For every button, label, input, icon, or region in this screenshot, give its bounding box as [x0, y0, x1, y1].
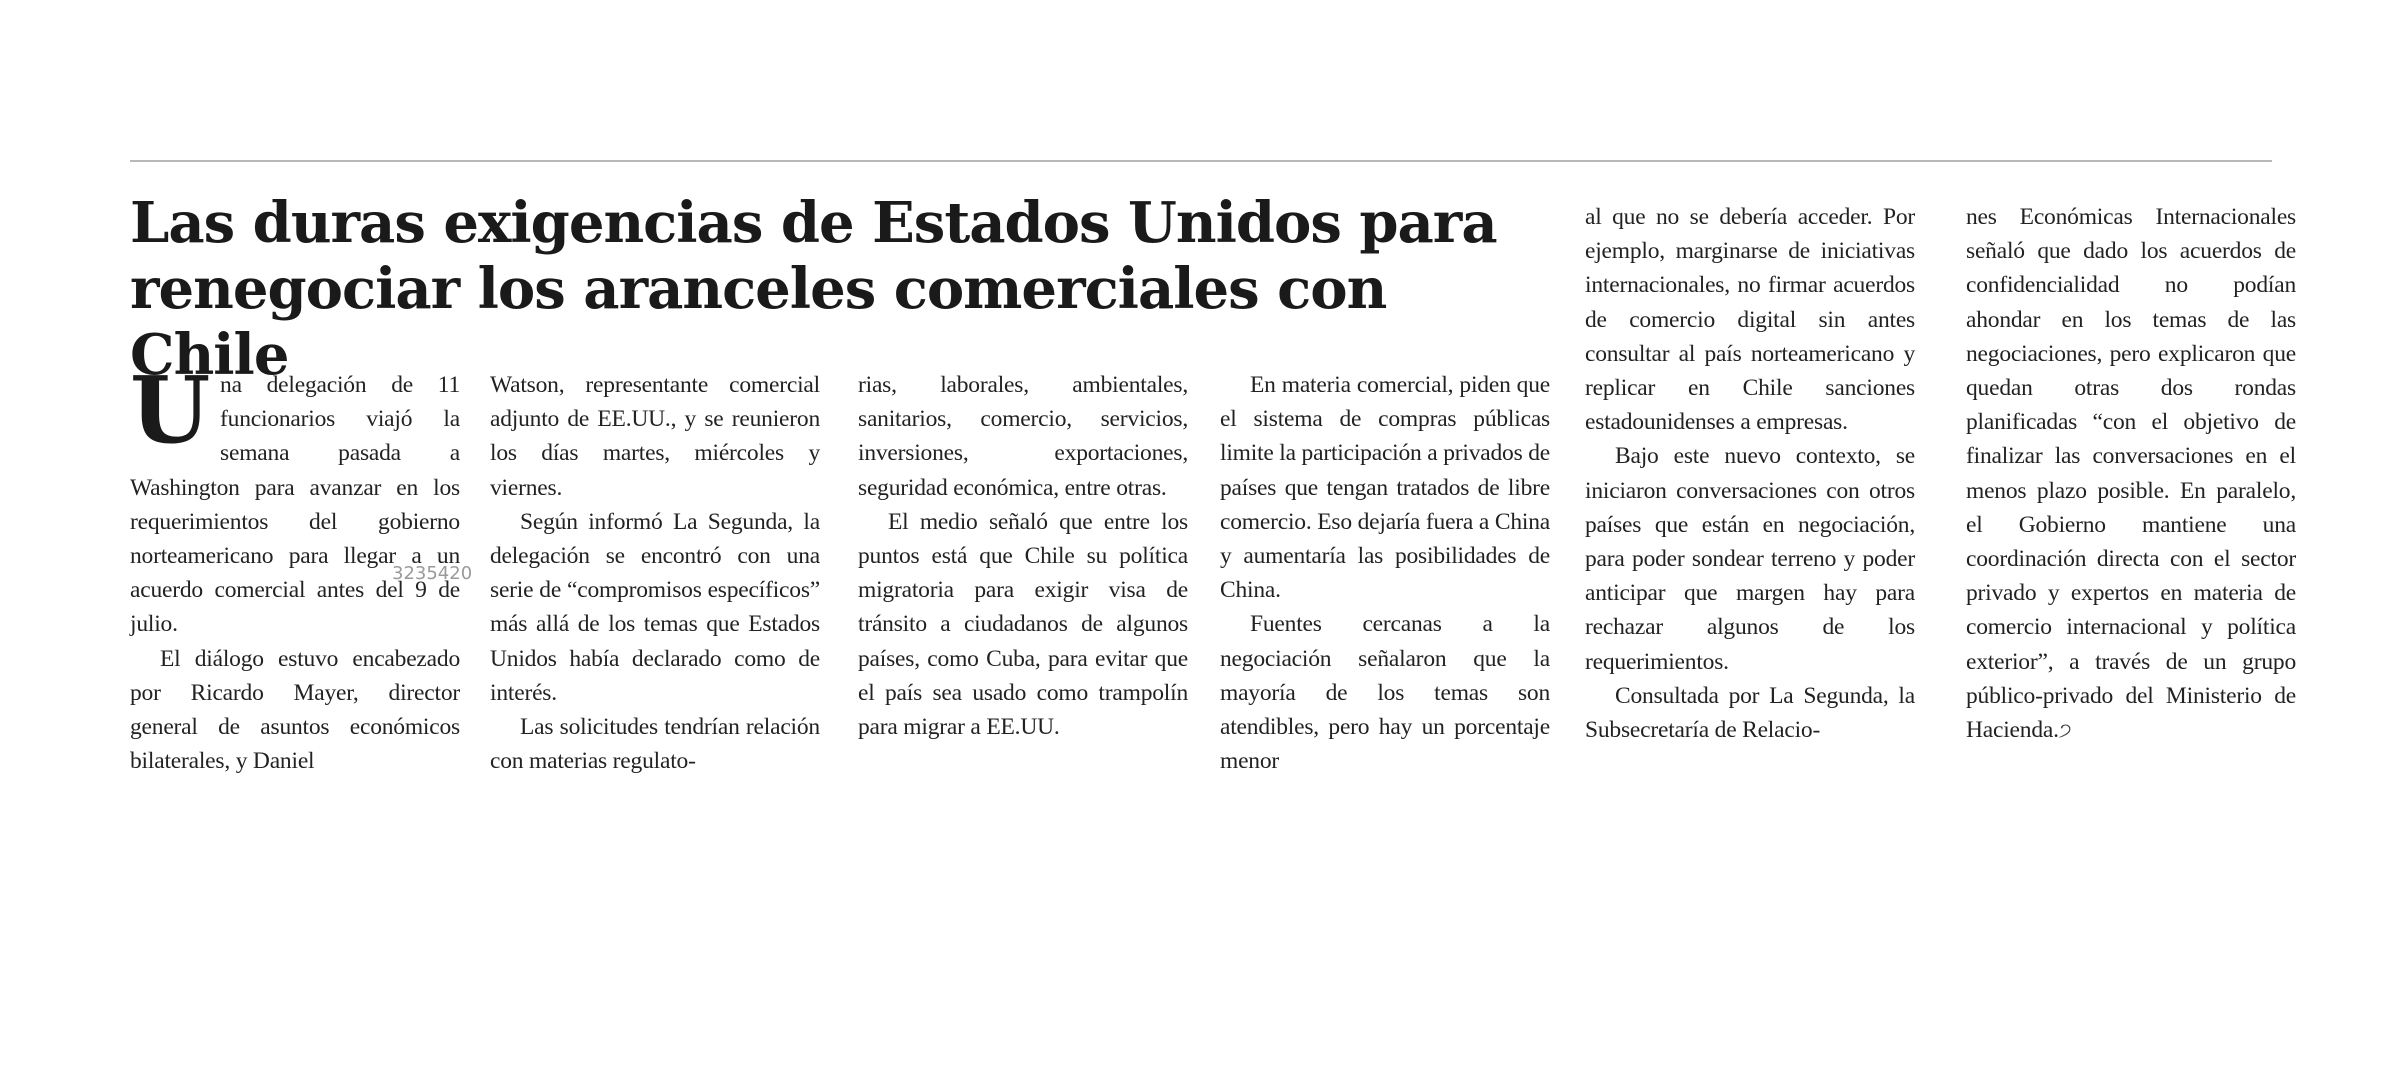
paragraph	[130, 356, 460, 642]
paragraph: rias, laborales, ambientales, sanitarios, comercio, servicios, inversiones, exportaciones, seguridad económica, entre otras.	[858, 372, 1188, 501]
top-rule	[130, 160, 2272, 162]
paragraph: El diálogo estuvo encabezado por Ricardo Mayer, director general de asuntos económicos bilaterales, y Daniel	[130, 645, 460, 775]
headline-line-1: Las duras exigencias de Estados Unidos para	[130, 190, 1497, 256]
paragraph: En materia comercial, piden que el sistema de compras públicas limite la participación a privados de países que tengan tratados de libre comercio. Eso dejaría fuera a China y aumentaría las posibilidades de China.	[1220, 372, 1550, 604]
paragraph: Bajo este nuevo contexto, se iniciaron conversaciones con otros países que están en negociación, para poder sondear terreno y poder anticipar que margen hay para rechazar algunos de los requerimientos.	[1585, 443, 1915, 675]
paragraph-text: nes Económicas Internacionales señaló que dado los acuerdos de confidencialidad no podían ahondar en los temas de las negociaciones, pero explicaron que quedan otras dos rondas planificadas “con el objetivo de finalizar las conversaciones en el menos plazo posible. En paralelo, el Gobierno mantiene una coordinación directa con el sector privado y expertos en materia de comercio internacional y política exterior”, a través de un grupo público-privado del Ministerio de Hacienda.	[1966, 204, 2296, 744]
column-3	[858, 368, 1188, 744]
end-mark-icon: ੭	[2058, 720, 2072, 743]
watermark: 3235420	[392, 563, 473, 584]
paragraph: Las solicitudes tendrían relación con materias regulato-	[490, 714, 820, 775]
column-5	[1585, 200, 1915, 747]
column-2	[490, 368, 820, 778]
paragraph: Fuentes cercanas a la negociación señalaron que la mayoría de los temas son atendibles, pero hay un porcentaje menor	[1220, 611, 1550, 775]
paragraph: Según informó La Segunda, la delegación se encontró con una serie de “compromisos específicos” más allá de los temas que Estados Unidos había declarado como de interés.	[490, 508, 820, 706]
paragraph: al que no se debería acceder. Por ejemplo, marginarse de iniciativas internacionales, no firmar acuerdos de comercio digital sin antes consultar al país norteamericano y replicar en Chile sanciones estadounidenses a empresas.	[1585, 204, 1915, 436]
paragraph: Consultada por La Segunda, la Subsecretaría de Relacio-	[1585, 682, 1915, 744]
drop-cap: U	[130, 356, 211, 464]
paragraph	[1966, 200, 2296, 748]
column-4	[1220, 368, 1550, 778]
paragraph-text: na delegación de 11 funcionarios viajó la semana pasada a Washington para avanzar en los requerimientos del gobierno norteamericano para llegar a un acuerdo comercial antes del 9 de julio.	[130, 372, 460, 638]
column-6	[1966, 200, 2296, 748]
headline-line-2: renegociar los aranceles comerciales con Chile	[130, 256, 1387, 388]
headline	[130, 190, 1550, 388]
paragraph: Watson, representante comercial adjunto de EE.UU., y se reunieron los días martes, miércoles y viernes.	[490, 372, 820, 501]
paragraph: El medio señaló que entre los puntos está que Chile su política migratoria para exigir visa de tránsito a ciudadanos de algunos países, como Cuba, para evitar que el país sea usado como trampolín para migrar a EE.UU.	[858, 508, 1188, 741]
